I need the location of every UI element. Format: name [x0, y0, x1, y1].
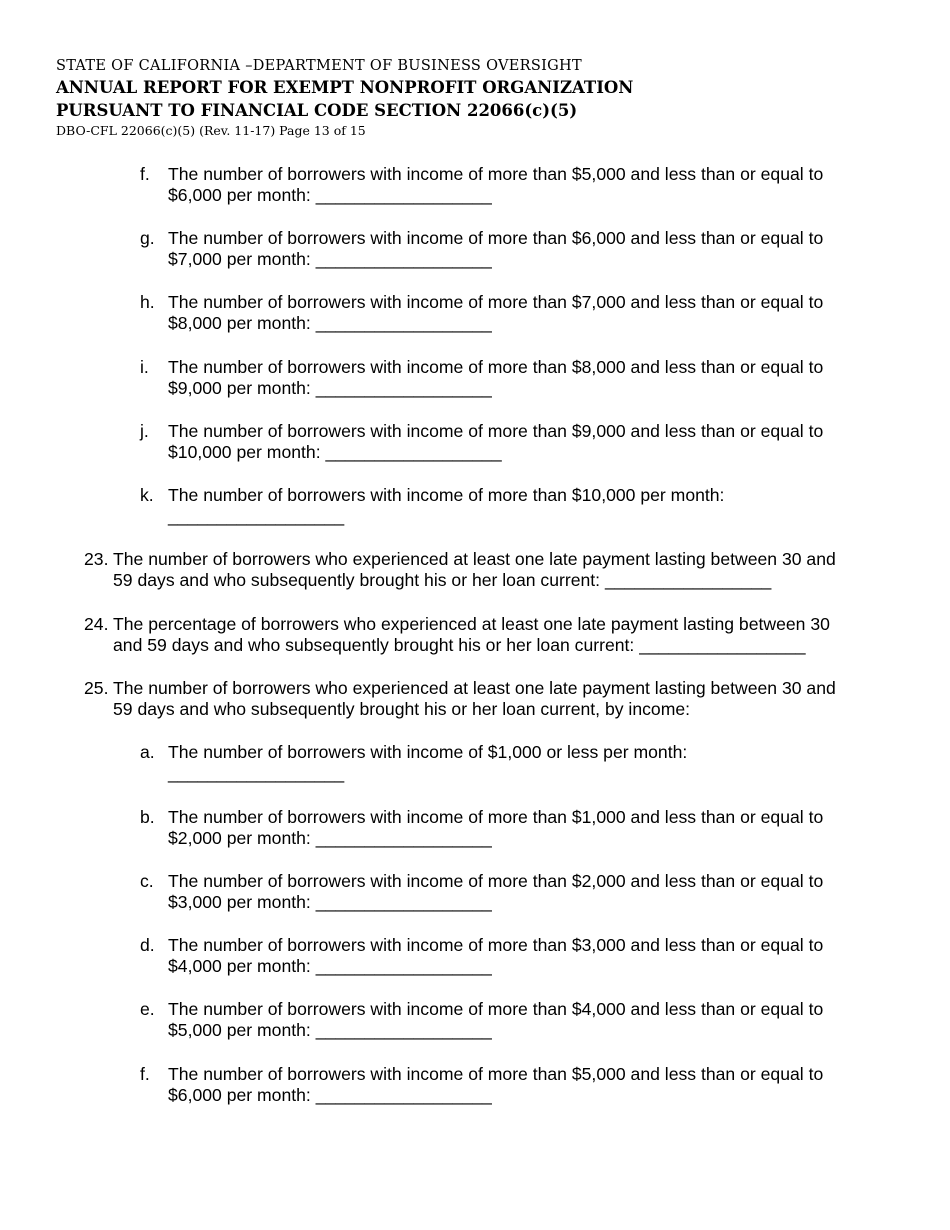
list-marker: a. [140, 742, 155, 762]
list-item-text [168, 292, 823, 334]
agency-name: STATE OF CALIFORNIA –DEPARTMENT OF BUSINESS OVERSIGHT [56, 58, 582, 74]
list-marker: e. [140, 999, 155, 1019]
list-item-text [168, 935, 823, 977]
list-item-text [113, 678, 836, 720]
list-item-text [168, 228, 823, 270]
list-marker: f. [140, 1064, 150, 1084]
item-text-line-1: The number of borrowers with income of $1,000 or less per month: [168, 742, 688, 762]
list-marker: j. [140, 421, 149, 441]
item-text-line-1: The number of borrowers with income of more than $3,000 and less than or equal to [168, 935, 824, 955]
list-item-text [113, 614, 830, 656]
item-text-line-1: The number of borrowers who experienced at least one late payment lasting between 30 and [113, 549, 836, 569]
item-text-line-1: The number of borrowers with income of more than $5,000 and less than or equal to [168, 1064, 824, 1084]
list-item-text [168, 1064, 823, 1106]
item-text-line-2: $6,000 per month: __________________ [168, 1085, 492, 1105]
list-marker: c. [140, 871, 154, 891]
list-item-text [168, 485, 724, 527]
list-marker: h. [140, 292, 155, 312]
list-marker: d. [140, 935, 155, 955]
list-marker: i. [140, 357, 149, 377]
item-text-line-2: 59 days and who subsequently brought his or her loan current, by income: [113, 699, 691, 719]
item-text-line-2: $3,000 per month: __________________ [168, 892, 492, 912]
item-text-line-2: __________________ [168, 763, 345, 783]
item-text-line-2: $5,000 per month: __________________ [168, 1020, 492, 1040]
list-item-text [168, 357, 823, 399]
list-marker: 24. [84, 614, 109, 634]
list-marker: b. [140, 807, 155, 827]
list-item-text [168, 807, 823, 849]
item-text-line-1: The number of borrowers with income of more than $8,000 and less than or equal to [168, 357, 824, 377]
item-text-line-2: $7,000 per month: __________________ [168, 249, 492, 269]
item-text-line-2: $9,000 per month: __________________ [168, 378, 492, 398]
item-text-line-2: 59 days and who subsequently brought his or her loan current: _________________ [113, 570, 772, 590]
list-marker: 25. [84, 678, 109, 698]
list-item-text [168, 871, 823, 913]
document-header [56, 56, 633, 140]
report-title-line-1: ANNUAL REPORT FOR EXEMPT NONPROFIT ORGANIZATION [56, 78, 634, 97]
list-marker: k. [140, 485, 154, 505]
list-marker: f. [140, 164, 150, 184]
item-text-line-2: $2,000 per month: __________________ [168, 828, 492, 848]
item-text-line-1: The number of borrowers with income of more than $5,000 and less than or equal to [168, 164, 824, 184]
item-text-line-1: The number of borrowers with income of more than $2,000 and less than or equal to [168, 871, 824, 891]
item-text-line-2: $10,000 per month: __________________ [168, 442, 502, 462]
item-text-line-1: The number of borrowers with income of more than $6,000 and less than or equal to [168, 228, 824, 248]
item-text-line-2: $8,000 per month: __________________ [168, 313, 492, 333]
list-item-text [168, 164, 823, 206]
item-text-line-2: __________________ [168, 506, 345, 526]
list-item-text [113, 549, 836, 591]
list-marker: g. [140, 228, 155, 248]
item-text-line-2: $4,000 per month: __________________ [168, 956, 492, 976]
item-text-line-1: The number of borrowers with income of more than $9,000 and less than or equal to [168, 421, 824, 441]
list-marker: 23. [84, 549, 109, 569]
item-text-line-1: The number of borrowers with income of more than $1,000 and less than or equal to [168, 807, 824, 827]
item-text-line-1: The number of borrowers with income of more than $10,000 per month: [168, 485, 725, 505]
item-text-line-1: The number of borrowers with income of more than $4,000 and less than or equal to [168, 999, 824, 1019]
item-text-line-2: $6,000 per month: __________________ [168, 185, 492, 205]
list-item-text [168, 742, 687, 784]
item-text-line-2: and 59 days and who subsequently brought his or her loan current: _________________ [113, 635, 806, 655]
item-text-line-1: The number of borrowers with income of more than $7,000 and less than or equal to [168, 292, 824, 312]
list-item-text [168, 999, 823, 1041]
report-title-line-2: PURSUANT TO FINANCIAL CODE SECTION 22066(c)(5) [56, 101, 578, 120]
item-text-line-1: The number of borrowers who experienced at least one late payment lasting between 30 and [113, 678, 836, 698]
form-info: DBO-CFL 22066(c)(5) (Rev. 11-17) Page 13 of 15 [56, 123, 366, 138]
list-item-text [168, 421, 823, 463]
item-text-line-1: The percentage of borrowers who experienced at least one late payment lasting between 30 [113, 614, 830, 634]
